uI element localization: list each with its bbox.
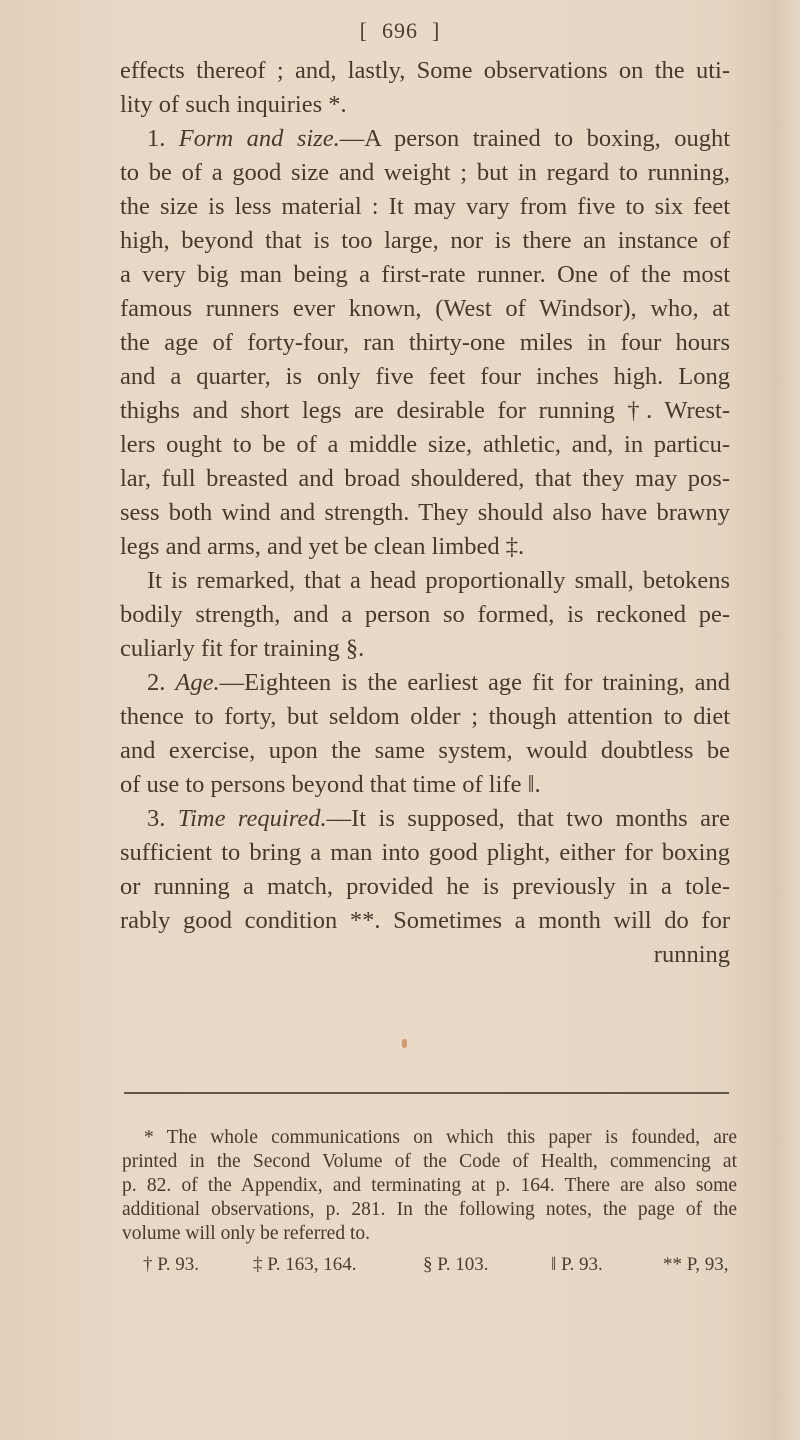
- footnote-references: [143, 1254, 743, 1276]
- footnote-line: p. 82. of the Appendix, and terminating at p. 164. There are also some: [122, 1175, 737, 1196]
- text-line: high, beyond that is too large, nor is there an instance of: [120, 227, 730, 254]
- text-line: —It is supposed, that two months are: [326, 805, 730, 832]
- footnote-line: * The whole communications on which this paper is founded, are: [144, 1127, 737, 1148]
- section-heading: Form and size.: [178, 125, 340, 152]
- footnote-ref-dagger: † P. 93.: [143, 1254, 199, 1275]
- text-line: the age of forty-four, ran thirty-one miles in four hours: [120, 329, 730, 356]
- section-form-and-size: [120, 122, 730, 156]
- text-line: —A person trained to boxing, ought: [339, 125, 730, 152]
- text-line: lers ought to be of a middle size, athletic, and, in particu-: [120, 431, 730, 458]
- paper-stain: [402, 1039, 407, 1048]
- text-line: lar, full breasted and broad shouldered, that they may pos-: [120, 465, 730, 492]
- text-line: famous runners ever known, (West of Windsor), who, at: [120, 295, 730, 322]
- text-line: and exercise, upon the same system, would doubtless be: [120, 737, 730, 764]
- text-line: to be of a good size and weight ; but in regard to running,: [120, 159, 730, 186]
- text-line: and a quarter, is only five feet four inches high. Long: [120, 363, 730, 390]
- footnote-ref-section: § P. 103.: [423, 1254, 489, 1275]
- text-line: lity of such inquiries *.: [120, 91, 347, 118]
- footnote-rule: [124, 1092, 729, 1094]
- section-time-required: [120, 802, 730, 836]
- text-line: thighs and short legs are desirable for running †. Wrest-: [120, 397, 730, 424]
- page-number-value: 696: [382, 18, 418, 43]
- footnote-line: printed in the Second Volume of the Code of Health, commencing at: [122, 1151, 737, 1172]
- text-line: It is remarked, that a head proportionally small, betokens: [147, 567, 730, 594]
- text-line: thence to forty, but seldom older ; though attention to diet: [120, 703, 730, 730]
- section-number: 2.: [147, 669, 166, 696]
- page-number: [0, 18, 800, 44]
- text-line: or running a match, provided he is previously in a tole-: [120, 873, 730, 900]
- bracket-close: ]: [432, 18, 441, 43]
- text-line: rably good condition **. Sometimes a month will do for: [120, 907, 730, 934]
- text-line: legs and arms, and yet be clean limbed ‡.: [120, 533, 525, 560]
- text-line: the size is less material : It may vary from five to six feet: [120, 193, 730, 220]
- section-number: 1.: [147, 125, 166, 152]
- footnote-ref-parallel: ‖ P. 93.: [551, 1254, 603, 1275]
- footnote-ref-double-asterisk: ** P, 93,: [663, 1254, 729, 1275]
- text-line: culiarly fit for training §.: [120, 635, 365, 662]
- text-line: sufficient to bring a man into good plight, either for boxing: [120, 839, 730, 866]
- footnote-line: additional observations, p. 281. In the following notes, the page of the: [122, 1199, 737, 1220]
- bracket-open: [: [359, 18, 368, 43]
- catchword: running: [653, 941, 730, 968]
- section-heading: Age.: [175, 669, 220, 696]
- section-heading: Time required.: [177, 805, 327, 832]
- section-number: 3.: [147, 805, 166, 832]
- text-line: sess both wind and strength. They should also have brawny: [120, 499, 730, 526]
- footnote-ref-double-dagger: ‡ P. 163, 164.: [253, 1254, 357, 1275]
- text-line: bodily strength, and a person so formed, is reckoned pe-: [120, 601, 730, 628]
- text-line: a very big man being a first-rate runner. One of the most: [120, 261, 730, 288]
- body-text: [120, 54, 730, 972]
- section-age: [120, 666, 730, 700]
- text-line: effects thereof ; and, lastly, Some observations on the uti-: [120, 57, 730, 84]
- footnote: [122, 1126, 737, 1246]
- text-line: —Eighteen is the earliest age fit for training, and: [219, 669, 730, 696]
- footnote-line: volume will only be referred to.: [122, 1223, 371, 1244]
- text-line: of use to persons beyond that time of life ‖.: [120, 771, 541, 798]
